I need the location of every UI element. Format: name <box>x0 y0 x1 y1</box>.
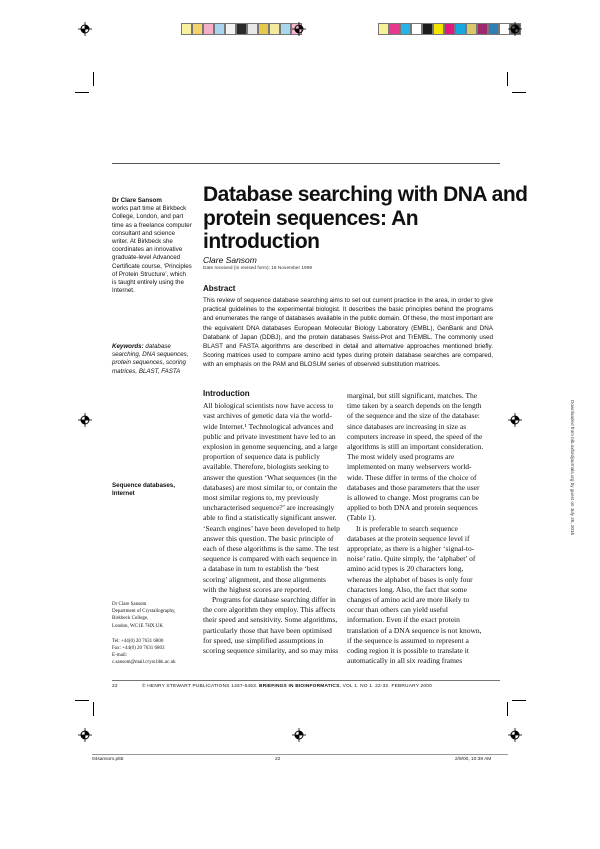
registration-mark-icon <box>508 413 522 427</box>
color-swatch <box>192 23 203 35</box>
keywords-text: database searching, DNA sequences, protein sequences, scoring matrices, BLAST, FASTA <box>112 343 189 375</box>
color-swatch <box>411 23 422 35</box>
crop-mark <box>512 92 526 93</box>
registration-mark-icon <box>78 728 92 742</box>
crop-mark <box>75 700 89 701</box>
abstract-text: This review of sequence database searching aims to set out current practice in the area, in order to give practical guidelines to the experimental biologist. It describes the basic principles behind the programs and enumerates the range of databases available in the public domain. Of these, the most important are the equivalent DNA databases European Molecular Biology Laboratory (EMBL), GenBank and DNA Databank of Japan (DDBJ), and the protein databases Swiss-Prot and TrEMBL. The commonly used BLAST and FASTA algorithms are described in detail and alternative approaches mentioned briefly. Scoring matrices used to compare amino acid types during protein database searches are compared, with an emphasis on the PAM and BLOSUM series of observed substitution matrices. <box>203 297 493 369</box>
contact-email-label: E-mail: <box>112 653 127 659</box>
article-title: Database searching with DNA and protein sequences: An introduction <box>203 183 528 253</box>
registration-mark-icon <box>78 413 92 427</box>
article-dates: Date received (in revised form): 18 November 1999 <box>203 266 313 271</box>
color-swatch <box>203 23 214 35</box>
paragraph: Programs for database searching differ in the core algorithm they employ. This affects their speed and sensitivity. Some algorithms, particularly those that have been optimised for speed, use simplified assumptions in scoring sequence similarity, and so may miss <box>203 595 339 656</box>
registration-mark-icon <box>292 728 306 742</box>
header-rule <box>112 163 500 164</box>
contact-college: Birkbeck College, <box>112 616 149 622</box>
keywords-label: Keywords: <box>112 343 144 350</box>
color-bar-left <box>181 23 302 35</box>
slug-page: 22 <box>275 757 281 762</box>
color-swatch <box>280 23 291 35</box>
color-swatch <box>444 23 455 35</box>
color-swatch <box>455 23 466 35</box>
registration-mark-icon <box>292 22 306 36</box>
color-swatch <box>236 23 247 35</box>
slug-timestamp: 2/9/00, 10:38 AM <box>455 757 492 762</box>
footer-credit <box>142 684 432 689</box>
color-swatch <box>422 23 433 35</box>
color-swatch <box>181 23 192 35</box>
color-swatch <box>433 23 444 35</box>
footer-rule <box>112 680 500 681</box>
crop-mark <box>507 72 508 86</box>
crop-mark <box>93 72 94 86</box>
crop-mark <box>512 700 526 701</box>
body-column-2 <box>347 391 485 666</box>
color-swatch <box>477 23 488 35</box>
article-author: Clare Sansom <box>203 255 257 265</box>
page-number: 22 <box>112 684 118 689</box>
body-column-1 <box>203 389 341 656</box>
color-swatch <box>400 23 411 35</box>
crop-mark <box>507 702 508 716</box>
section-label: Sequence databases, Internet <box>112 482 175 498</box>
color-swatch <box>214 23 225 35</box>
keywords-block <box>112 343 192 376</box>
footer-journal: BRIEFINGS IN BIOINFORMATICS. <box>259 684 342 689</box>
color-swatch <box>225 23 236 35</box>
color-swatch <box>389 23 400 35</box>
footer-publisher: © HENRY STEWART PUBLICATIONS 1467-5463. <box>142 684 258 689</box>
color-swatch <box>269 23 280 35</box>
contact-name: Dr Clare Sansom <box>112 602 147 607</box>
registration-mark-icon <box>508 22 522 36</box>
color-swatch <box>258 23 269 35</box>
author-bio-text: works part time at Birkbeck College, London, and part time as a freelance computer consultant and science writer. At Birkbeck she coordinates an innovative graduate-level Advanced Certificate course, ‘Principles of Protein Structure’, which is taught entirely using the Internet. <box>112 205 192 295</box>
paragraph: All biological scientists now have access to vast archives of genetic data via the world-wide Internet.¹ Technological advances and public and private investment have led to an explosion in genome sequencing, and a large proportion of sequence data is publicly available. Therefore, biologists seeking to answer the question ‘What sequences (in the databases) are most similar to, or contain the most similar regions to, my previously uncharacterised sequence?’ are increasingly able to find a statistically significant answer. ‘Search engines’ have been developed to help answer this question. The basic principle of each of these algorithms is the same. The test sequence is compared with each sequence in a database in turn to establish the ‘best scoring’ alignment, and those alignments with the highest scores are reported. <box>203 401 340 594</box>
registration-mark-icon <box>78 22 92 36</box>
abstract-heading: Abstract <box>203 284 236 293</box>
crop-mark <box>75 92 89 93</box>
contact-fax: Fax: +44(0) 20 7631 6803 <box>112 646 165 652</box>
color-swatch <box>466 23 477 35</box>
intro-heading: Introduction <box>203 389 250 398</box>
registration-mark-icon <box>508 728 522 742</box>
color-swatch <box>378 23 389 35</box>
footer-issue: VOL 1. NO 1. 22-32. FEBRUARY 2000 <box>342 684 433 689</box>
author-name: Dr Clare Sansom <box>112 197 162 204</box>
paragraph: marginal, but still significant, matches. The time taken by a search depends on the length of the sequence and the size of the database: since databases are increasing in size as computers increase in speed, the speed of the algorithms is still an important consideration. The most widely used programs are implemented on many webservers world-wide. These differ in terms of the choice of databases and those parameters that the user is allowed to change. Most programs can be applied to both DNA and protein sequences (Table 1). <box>347 391 484 523</box>
paragraph: It is preferable to search sequence databases at the protein sequence level if appropriate, as there is a higher ‘signal-to-noise’ ratio. Quite simply, the ‘alphabet’ of amino acid types is 20 characters long, whereas the alphabet of bases is only four characters long. Also, the fact that some changes of amino acid are more likely to occur than others can yield useful information. Even if the exact protein translation of a DNA sequence is not known, if the sequence is assumed to represent a coding region it is possible to translate it automatically in all six reading frames <box>347 523 482 666</box>
color-bar-right <box>378 23 521 35</box>
contact-dept: Department of Crystallography, <box>112 609 176 615</box>
author-bio <box>112 197 192 295</box>
contact-block <box>112 601 198 667</box>
crop-mark <box>93 702 94 716</box>
slug-rule <box>92 754 508 755</box>
color-swatch <box>247 23 258 35</box>
contact-email[interactable]: c.sansom@mail.cryst.bbk.ac.uk <box>112 660 176 666</box>
color-swatch <box>488 23 499 35</box>
download-note: Downloaded from bib.oxfordjournals.org by guest on July 25, 2016 <box>570 400 575 536</box>
contact-tel: Tel: +44(0) 20 7631 6800 <box>112 638 164 644</box>
contact-city: London, WC1E 7HX UK <box>112 623 164 629</box>
slug-filename: 04sansom.p65 <box>92 757 124 762</box>
